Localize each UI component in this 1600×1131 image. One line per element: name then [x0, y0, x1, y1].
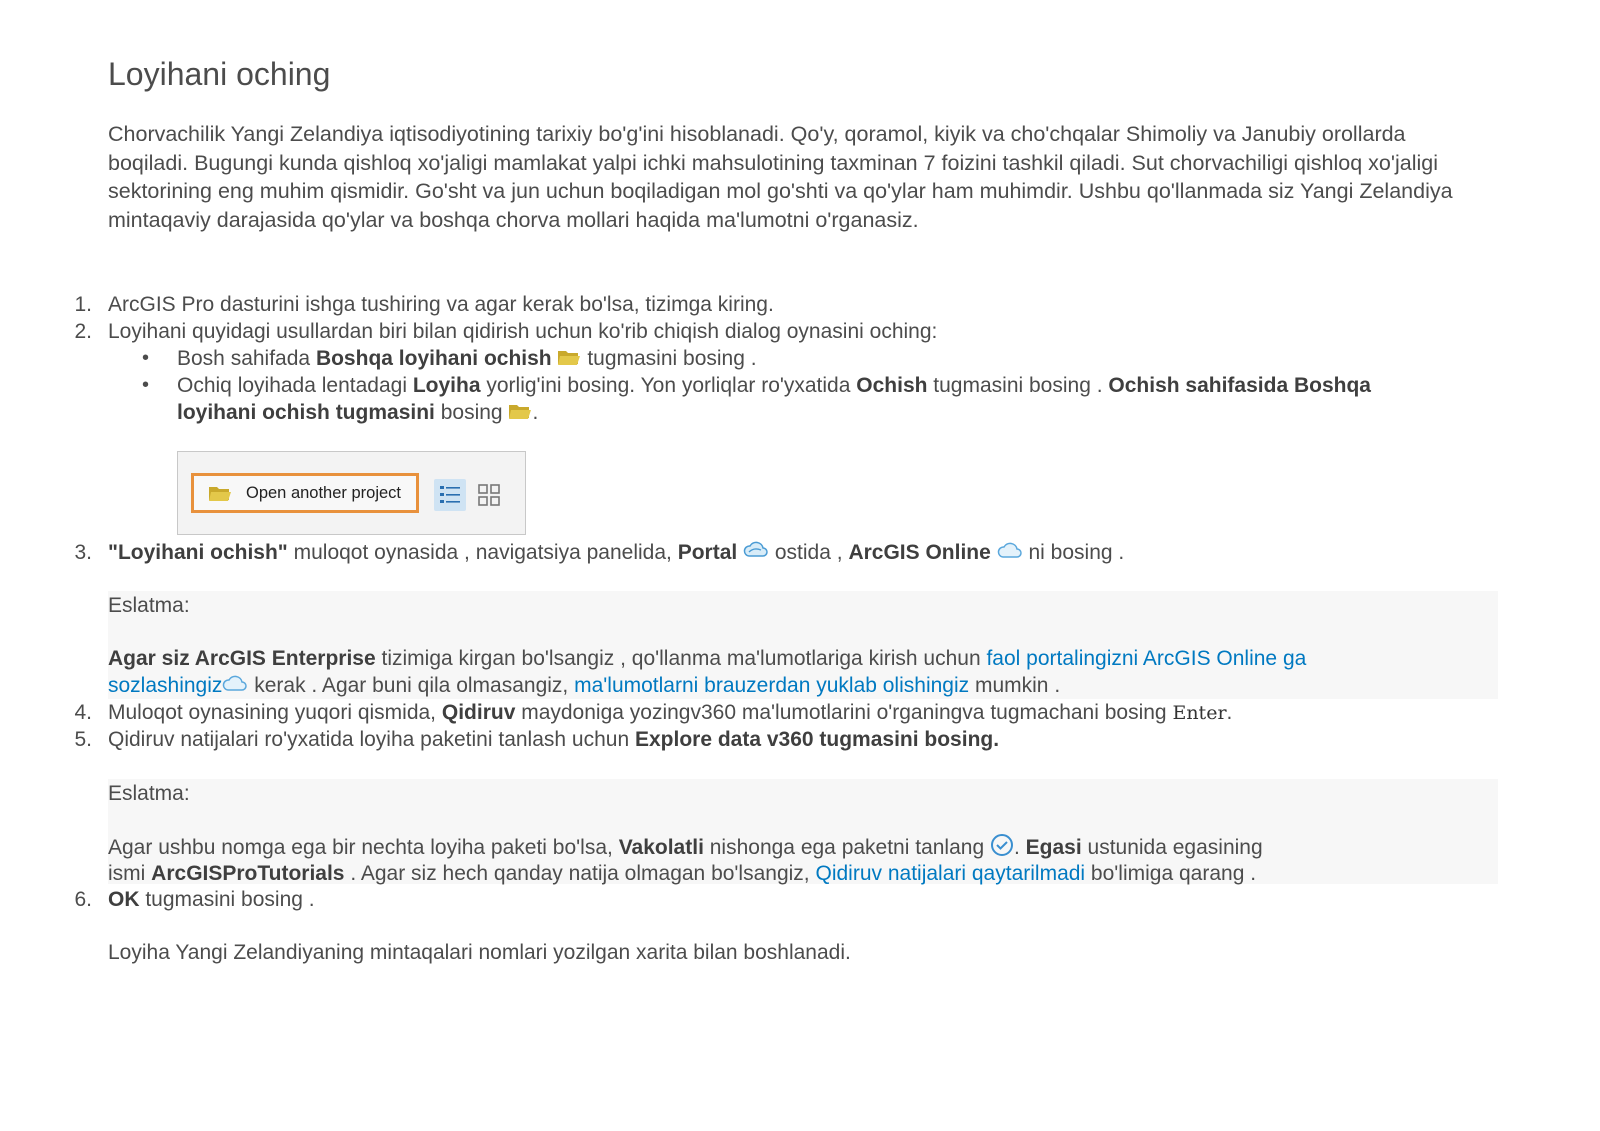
step-6-text: [108, 886, 315, 913]
bold-text: Egasi: [1025, 836, 1082, 860]
text: Qidiruv natijalari ro'yxatida loyiha paketini tanlash uchun: [108, 728, 635, 751]
configure-portal-link[interactable]: faol portalingizni ArcGIS Online ga: [986, 647, 1307, 670]
text: .: [1013, 836, 1026, 860]
page-title: Loyihani oching: [108, 56, 331, 92]
step-number: 6.: [74, 888, 92, 911]
cloud-icon: [222, 673, 248, 700]
text: Ochiq loyihada lentadagi: [177, 374, 413, 397]
bold-text: OK: [108, 888, 140, 911]
text: .: [532, 401, 539, 424]
text: tizimiga kirgan bo'lsangiz , qo'llanma ma'lumotlariga kirish uchun: [375, 647, 987, 670]
text: mumkin .: [969, 674, 1061, 697]
bold-text: "Loyihani ochish": [108, 541, 288, 564]
note-1-line-2: [108, 672, 1060, 700]
text: ni bosing .: [1022, 541, 1125, 564]
text: maydoniga yozingv360 ma'lumotlarini o'rganingva tugmachani bosing: [515, 701, 1173, 724]
intro-paragraph: Chorvachilik Yangi Zelandiya iqtisodiyotining tarixiy bo'g'ini hisoblanadi. Qo'y, qoramol, kiyik va cho'chqalar Shimoliy va Janubiy orollarda boqiladi. Bugungi kunda qishloq xo'jaligi mamlakat yalpi ichki mahsulotining taxminan 7 foizini tashkil qiladi. Sut chorvachiligi qishloq xo'jaligi sektorining eng muhim qismidir. Go'sht va jun uchun boqiladigan mol go'shti va qo'ylar ham muhimdir. Ushbu qo'llanmada siz Yangi Zelandiya mintaqaviy darajasida qo'ylar va boshqa chorva mollari haqida ma'lumotni o'rganasiz.: [108, 122, 1453, 232]
note-label: Eslatma:: [108, 594, 190, 617]
bullet: •: [142, 347, 150, 369]
text: Bosh sahifada: [177, 347, 316, 370]
bold-text: Boshqa loyihani ochish: [315, 347, 552, 370]
open-another-project-button[interactable]: [191, 473, 419, 513]
grid-view-icon[interactable]: [476, 482, 502, 508]
note-2-line-2: [108, 860, 1256, 887]
note-1-line-1: [108, 645, 1306, 672]
text: yorlig'ini bosing. Yon yorliqlar ro'yxatida: [480, 374, 857, 397]
text: tugmasini bosing .: [139, 888, 315, 911]
bold-text: Ochish: [856, 374, 928, 397]
text: ostida ,: [769, 541, 849, 564]
folder-open-icon: [557, 346, 581, 373]
bold-text: Vakolatli: [618, 836, 704, 860]
portal-icon: [743, 540, 769, 567]
bold-text: Qidiruv: [441, 701, 516, 724]
text: ustunida egasining: [1081, 836, 1263, 860]
text: .: [1226, 701, 1233, 724]
list-view-icon[interactable]: [434, 479, 466, 511]
bold-text: Agar siz ArcGIS Enterprise: [108, 647, 376, 670]
text: Agar ushbu nomga ega bir nechta loyiha paketi bo'lsa,: [108, 836, 619, 860]
bold-text: ArcGIS Online: [848, 541, 991, 564]
closing-paragraph: Loyiha Yangi Zelandiyaning mintaqalari nomlari yozilgan xarita bilan boshlanadi.: [108, 941, 851, 964]
download-data-link[interactable]: ma'lumotlarni brauzerdan yuklab olishingiz: [574, 674, 970, 697]
note-label: Eslatma:: [108, 782, 190, 805]
step-1-text: ArcGIS Pro dasturini ishga tushiring va agar kerak bo'lsa, tizimga kiring.: [108, 293, 774, 316]
folder-open-icon: [208, 484, 232, 502]
bold-text: Loyiha: [412, 374, 481, 397]
text: tugmasini bosing .: [581, 347, 757, 370]
text: . Agar siz hech qanday natija olmagan bo'lsangiz,: [344, 862, 816, 885]
no-results-link[interactable]: Qidiruv natijalari qaytarilmadi: [815, 862, 1086, 885]
folder-open-icon: [508, 400, 532, 427]
bullet: •: [142, 374, 150, 396]
cloud-icon: [997, 540, 1023, 567]
text: bosing: [434, 401, 503, 424]
enter-key: Enter: [1172, 702, 1227, 724]
step-number: 4.: [74, 701, 92, 724]
text: muloqot oynasida , navigatsiya panelida,: [287, 541, 678, 564]
step-number: 3.: [74, 541, 92, 564]
step-2-bullet-2-line-1: [177, 372, 1371, 399]
configure-portal-link[interactable]: sozlashingiz: [108, 674, 223, 697]
bold-text: ArcGISProTutorials: [151, 862, 345, 885]
text: tugmasini bosing .: [927, 374, 1109, 397]
open-project-screenshot: [177, 451, 526, 535]
step-3-text: [108, 539, 1124, 567]
text: nishonga ega paketni tanlang: [703, 836, 990, 860]
bold-text: loyihani ochish tugmasini: [177, 401, 435, 424]
bold-text: Portal: [677, 541, 738, 564]
step-5-text: [108, 726, 999, 753]
step-4-text: [108, 699, 1232, 727]
text: bo'limiga qarang .: [1085, 862, 1257, 885]
step-number: 1.: [74, 293, 92, 316]
step-2-bullet-1: [177, 345, 757, 373]
text: ismi: [108, 862, 152, 885]
step-2-bullet-2-line-2: [177, 399, 538, 427]
text: Muloqot oynasining yuqori qismida,: [108, 701, 442, 724]
step-number: 2.: [74, 320, 92, 343]
step-number: 5.: [74, 728, 92, 751]
step-2-text: Loyihani quyidagi usullardan biri bilan qidirish uchun ko'rib chiqish dialog oynasini oching:: [108, 320, 938, 343]
button-label: Open another project: [246, 483, 402, 502]
bold-text: Ochish sahifasida Boshqa: [1108, 374, 1371, 397]
bold-text: Explore data v360 tugmasini bosing.: [634, 728, 1000, 751]
text: kerak . Agar buni qila olmasangiz,: [248, 674, 575, 697]
